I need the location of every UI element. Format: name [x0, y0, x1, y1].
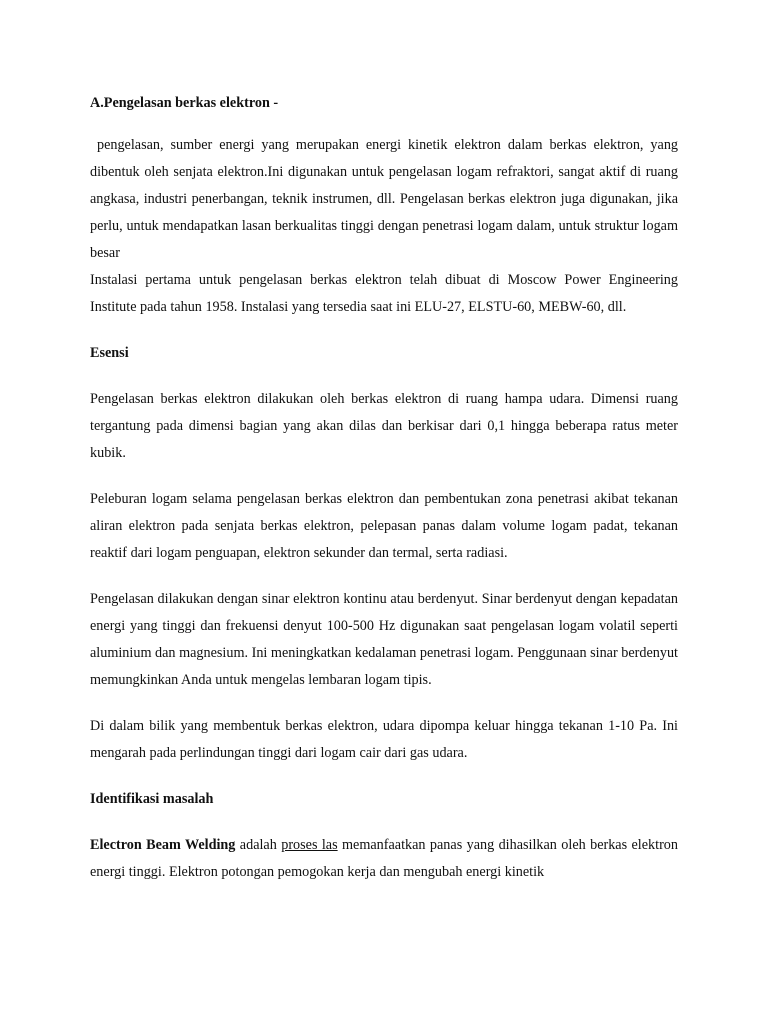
paragraph-esensi-1: Pengelasan berkas elektron dilakukan oleh berkas elektron di ruang hampa udara. Dimensi ruang tergantung pada dimensi bagian yang akan dilas dan berkisar dari 0,1 hingga beberapa ratus meter kubik. — [90, 391, 678, 461]
paragraph-first-installation: Instalasi pertama untuk pengelasan berkas elektron telah dibuat di Moscow Power Engineering Institute pada tahun 1958. Instalasi yang tersedia saat ini ELU-27, ELSTU-60, MEBW-60, dll. — [90, 272, 678, 315]
paragraph-identifikasi-text-1: adalah — [235, 837, 282, 853]
paragraph-intro: pengelasan, sumber energi yang merupakan energi kinetik elektron dalam berkas elektron, yang dibentuk oleh senjata elektron.Ini digunakan untuk pengelasan logam refraktori, sangat aktif di ruang angkasa, industri penerbangan, teknik instrumen, dll. Pengelasan berkas elektron juga digunakan, jika perlu, untuk mendapatkan lasan berkualitas tinggi dengan penetrasi logam dalam, untuk struktur logam besar — [90, 137, 682, 261]
document-page — [90, 90, 682, 886]
paragraph-esensi-4: Di dalam bilik yang membentuk berkas elektron, udara dipompa keluar hingga tekanan 1-10 Pa. Ini mengarah pada perlindungan tinggi dari logam cair dari gas udara. — [90, 718, 678, 761]
paragraph-esensi-3: Pengelasan dilakukan dengan sinar elektron kontinu atau berdenyut. Sinar berdenyut dengan kepadatan energi yang tinggi dan frekuensi denyut 100-500 Hz digunakan saat pengelasan logam volatil seperti aluminium dan magnesium. Ini meningkatkan kedalaman penetrasi logam. Penggunaan sinar berdenyut memungkinkan Anda untuk mengelas lembaran logam tipis. — [90, 591, 678, 688]
term-electron-beam-welding: Electron Beam Welding — [90, 837, 236, 853]
paragraph-identifikasi-text-2: memanfaatkan panas yang dihasilkan oleh berkas elektron energi tinggi. Elektron potongan pemogokan kerja dan mengubah energi kinetik — [90, 837, 678, 880]
section-heading-esensi: Esensi — [90, 345, 129, 361]
underlined-term-proses-las: proses las — [281, 837, 338, 853]
paragraph-identifikasi — [90, 832, 678, 886]
section-heading-a: A.Pengelasan berkas elektron - — [90, 95, 279, 111]
section-heading-identifikasi: Identifikasi masalah — [90, 791, 214, 807]
paragraph-esensi-2: Peleburan logam selama pengelasan berkas elektron dan pembentukan zona penetrasi akibat tekanan aliran elektron pada senjata berkas elektron, pelepasan panas dalam volume logam padat, tekanan reaktif dari logam penguapan, elektron sekunder dan termal, serta radiasi. — [90, 491, 678, 561]
